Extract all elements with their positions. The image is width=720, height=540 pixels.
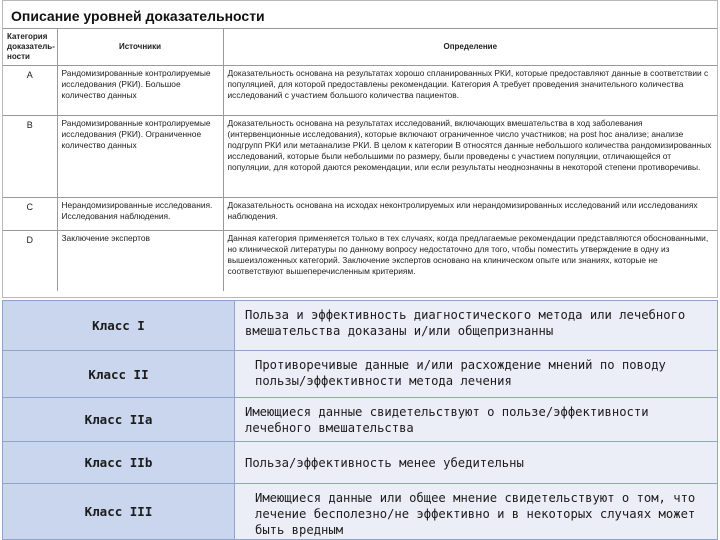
row-category: D bbox=[3, 230, 57, 291]
row-sources: Рандомизированные контролируемые исследования (РКИ). Большое количество данных bbox=[57, 65, 223, 115]
class-row bbox=[3, 301, 717, 350]
evidence-table-grid bbox=[3, 29, 717, 291]
evidence-levels-table bbox=[2, 0, 718, 298]
row-sources: Нерандомизированные исследования. Исследования наблюдения. bbox=[57, 197, 223, 230]
row-category: C bbox=[3, 197, 57, 230]
evidence-header-row bbox=[3, 29, 717, 65]
row-category: B bbox=[3, 115, 57, 197]
row-definition: Доказательность основана на результатах исследований, включающих вмешательства в ход заболевания (интервенционные исследования), которые включают ограниченное число участников; на post hoc анализе; анализе подгрупп РКИ или метаанализе РКИ. В целом к категории B относятся данные небольшого количества рандомизированных исследований, которые были небольшими по размеру, были проведены с участием популяции, отличающейся от популяции, для которой даются рекомендации, или если результаты неоднозначны в некоторой степени противоречивы. bbox=[223, 115, 717, 197]
header-category: Категория доказатель-ности bbox=[3, 29, 57, 65]
table-row bbox=[3, 65, 717, 115]
class-definition: Польза и эффективность диагностического метода или лечебного вмешательства доказаны и/или общепризнанны bbox=[235, 301, 717, 350]
row-sources: Заключение экспертов bbox=[57, 230, 223, 291]
class-row bbox=[3, 397, 717, 441]
class-row bbox=[3, 483, 717, 539]
class-definition: Польза/эффективность менее убедительны bbox=[235, 442, 717, 483]
class-definition: Противоречивые данные и/или расхождение мнений по поводу пользы/эффективности метода лечения bbox=[235, 351, 717, 397]
row-sources: Рандомизированные контролируемые исследования (РКИ). Ограниченное количество данных bbox=[57, 115, 223, 197]
class-definition: Имеющиеся данные или общее мнение свидетельствуют о том, что лечение бесполезно/не эффективно и в некоторых случаях может быть вредным bbox=[235, 484, 717, 539]
header-definition: Определение bbox=[223, 29, 717, 65]
row-definition: Доказательность основана на результатах хорошо спланированных РКИ, которые предоставляют данные в соответствии с популяцией, для которой предоставлены рекомендации. Категория A требует проведения значительного количества исследований с участием большого количества пациентов. bbox=[223, 65, 717, 115]
class-definition: Имеющиеся данные свидетельствуют о пользе/эффективности лечебного вмешательства bbox=[235, 398, 717, 441]
class-label: Класс III bbox=[3, 484, 235, 539]
row-definition: Данная категория применяется только в тех случаях, когда предлагаемые рекомендации представляются обоснованными, но клинической литературы по данному вопросу недостаточно для того, чтобы поместить утверждение в одну из вышеизложенных категорий. Заключение экспертов основано на клиническом опыте или знаниях, которые не соответствуют вышеперечисленным критериям. bbox=[227, 232, 709, 276]
class-row bbox=[3, 441, 717, 483]
evidence-table-title: Описание уровней доказательности bbox=[3, 1, 717, 29]
header-sources: Источники bbox=[57, 29, 223, 65]
recommendation-classes-table bbox=[2, 300, 718, 540]
class-row bbox=[3, 350, 717, 397]
table-row bbox=[3, 115, 717, 197]
class-label: Класс IIa bbox=[3, 398, 235, 441]
class-label: Класс I bbox=[3, 301, 235, 350]
table-row bbox=[3, 230, 717, 291]
table-row bbox=[3, 197, 717, 230]
class-label: Класс IIb bbox=[3, 442, 235, 483]
row-category: A bbox=[3, 65, 57, 115]
class-label: Класс II bbox=[3, 351, 235, 397]
row-definition: Доказательность основана на исходах неконтролируемых или нерандомизированных исследований или исследованиях наблюдения. bbox=[223, 197, 717, 230]
